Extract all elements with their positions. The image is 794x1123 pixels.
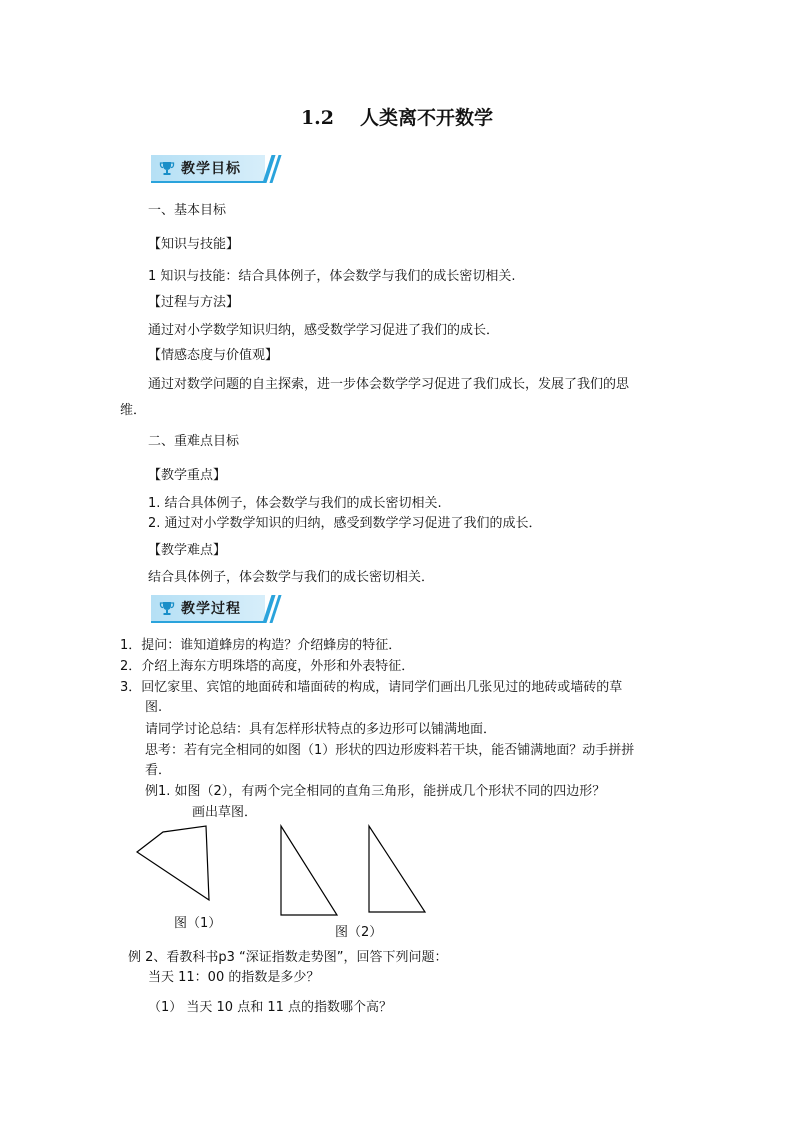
knowledge-heading: 【知识与技能】 xyxy=(148,237,240,252)
think-line-1: 思考：若有完全相同的如图（1）形状的四边形废料若干块，能否铺满地面？动手拼拼 xyxy=(145,743,635,758)
focus-item-1: 1. 结合具体例子，体会数学与我们的成长密切相关. xyxy=(148,496,442,511)
process-item-3-line-2: 图. xyxy=(145,700,163,715)
heading-basic: 一、基本目标 xyxy=(148,203,227,218)
process-item-3-line-1: 3．回忆家里、宾馆的地面砖和墙面砖的构成，请同学们画出几张见过的地砖或墙砖的草 xyxy=(120,680,623,695)
figure-1-caption: 图（1） xyxy=(174,916,222,931)
question-1: （1） 当天 10 点和 11 点的指数哪个高？ xyxy=(148,1000,393,1015)
process-heading: 【过程与方法】 xyxy=(148,295,240,310)
figure-2-triangle-left xyxy=(281,826,337,915)
section-label: 教学过程 xyxy=(181,601,241,617)
process-text: 通过对小学数学知识归纳，感受数学学习促进了我们的成长． xyxy=(148,323,500,338)
section-label: 教学目标 xyxy=(181,161,241,177)
attitude-heading: 【情感态度与价值观】 xyxy=(148,348,279,363)
think-line-2: 看． xyxy=(145,763,172,778)
knowledge-text: 1 知识与技能：结合具体例子，体会数学与我们的成长密切相关. xyxy=(148,269,516,284)
title-text: 人类离不开数学 xyxy=(360,107,494,129)
question-a: 当天 11：00 的指数是多少？ xyxy=(148,970,320,985)
example2-text: 例 2、看教科书p3 “深证指数走势图”，回答下列问题： xyxy=(128,950,448,965)
heading-key: 二、重难点目标 xyxy=(148,434,240,449)
title-number: 1.2 xyxy=(300,107,335,129)
process-item-2: 2．介绍上海东方明珠塔的高度，外形和外表特征． xyxy=(120,659,415,674)
discuss-text: 请同学讨论总结：具有怎样形状特点的多边形可以铺满地面． xyxy=(145,722,497,737)
attitude-text-2: 维． xyxy=(120,403,147,418)
figure-1-quadrilateral xyxy=(137,826,209,900)
example1-line-1: 例1. 如图（2），有两个完全相同的直角三角形，能拼成几个形状不同的四边形？ xyxy=(145,784,606,799)
figure-2-caption: 图（2） xyxy=(335,925,383,940)
example1-line-2: 画出草图． xyxy=(192,805,258,820)
attitude-text-1: 通过对数学问题的自主探索，进一步体会数学学习促进了我们成长，发展了我们的思 xyxy=(148,377,630,392)
focus-item-2: 2. 通过对小学数学知识的归纳，感受到数学学习促进了我们的成长． xyxy=(148,516,542,531)
difficulty-heading: 【教学难点】 xyxy=(148,543,227,558)
process-item-1: 1．提问：谁知道蜂房的构造？介绍蜂房的特征． xyxy=(120,638,402,653)
focus-heading: 【教学重点】 xyxy=(148,468,227,483)
difficulty-text: 结合具体例子，体会数学与我们的成长密切相关． xyxy=(148,570,435,585)
figure-2-triangle-right xyxy=(369,826,425,912)
